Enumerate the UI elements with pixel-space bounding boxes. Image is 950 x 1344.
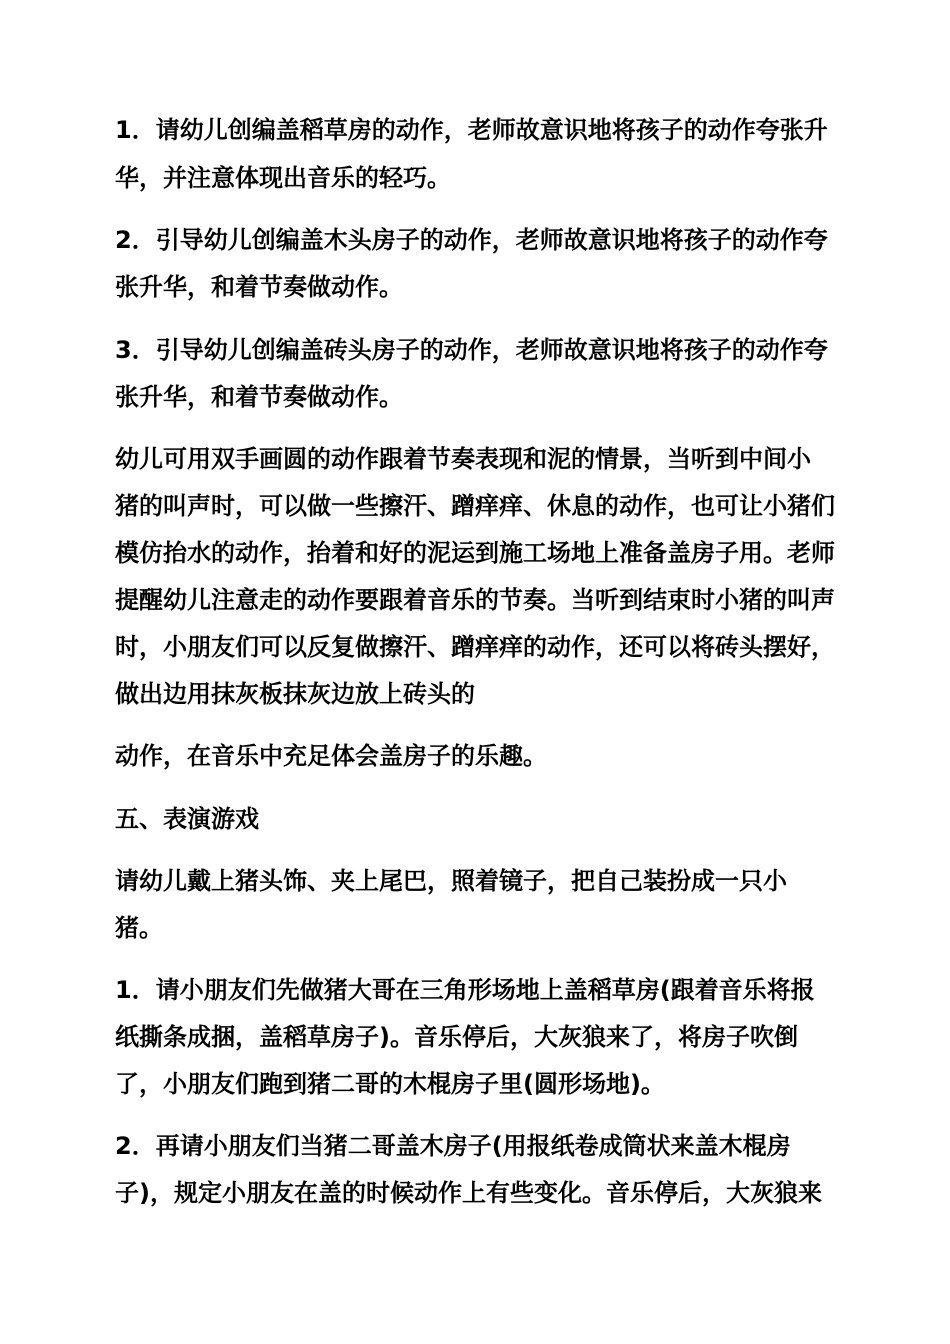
section-heading: 五、表演游戏 [115,805,259,833]
text-line: 猪。 [115,914,163,942]
text-line: 3．引导幼儿创编盖砖头房子的动作，老师故意识地将孩子的动作夸 [115,336,828,364]
text-line: 2．再请小朋友们当猪二哥盖木房子(用报纸卷成筒状来盖木棍房 [115,1132,791,1160]
text-line: 猪的叫声时，可以做一些擦汗、蹭痒痒、休息的动作，也可让小猪们 [115,492,835,520]
text-line: 张升华，和着节奏做动作。 [115,383,403,411]
text-line: 张升华，和着节奏做动作。 [115,273,403,301]
text-line: 时，小朋友们可以反复做擦汗、蹭痒痒的动作，还可以将砖头摆好， [115,633,835,661]
text-line: 动作，在音乐中充足体会盖房子的乐趣。 [115,742,547,770]
text-line: 幼儿可用双手画圆的动作跟着节奏表现和泥的情景，当听到中间小 [115,445,811,473]
text-line: 纸撕条成捆，盖稻草房子)。音乐停后，大灰狼来了，将房子吹倒 [115,1023,798,1051]
text-line: 1．请小朋友们先做猪大哥在三角形场地上盖稻草房(跟着音乐将报 [115,976,815,1004]
text-line: 模仿抬水的动作，抬着和好的泥运到施工场地上准备盖房子用。老师 [115,539,835,567]
text-line: 1．请幼儿创编盖稻草房的动作，老师故意识地将孩子的动作夸张升 [115,116,828,144]
text-line: 做出边用抹灰板抹灰边放上砖头的 [115,680,475,708]
text-line: 华，并注意体现出音乐的轻巧。 [115,164,451,192]
text-line: 了，小朋友们跑到猪二哥的木棍房子里(圆形场地)。 [115,1070,665,1098]
text-line: 2．引导幼儿创编盖木头房子的动作，老师故意识地将孩子的动作夸 [115,226,828,254]
text-line: 请幼儿戴上猪头饰、夹上尾巴，照着镜子，把自己装扮成一只小 [115,867,787,895]
text-line: 提醒幼儿注意走的动作要跟着音乐的节奏。当听到结束时小猪的叫声 [115,586,835,614]
text-line: 子)，规定小朋友在盖的时候动作上有些变化。音乐停后，大灰狼来 [115,1179,822,1207]
